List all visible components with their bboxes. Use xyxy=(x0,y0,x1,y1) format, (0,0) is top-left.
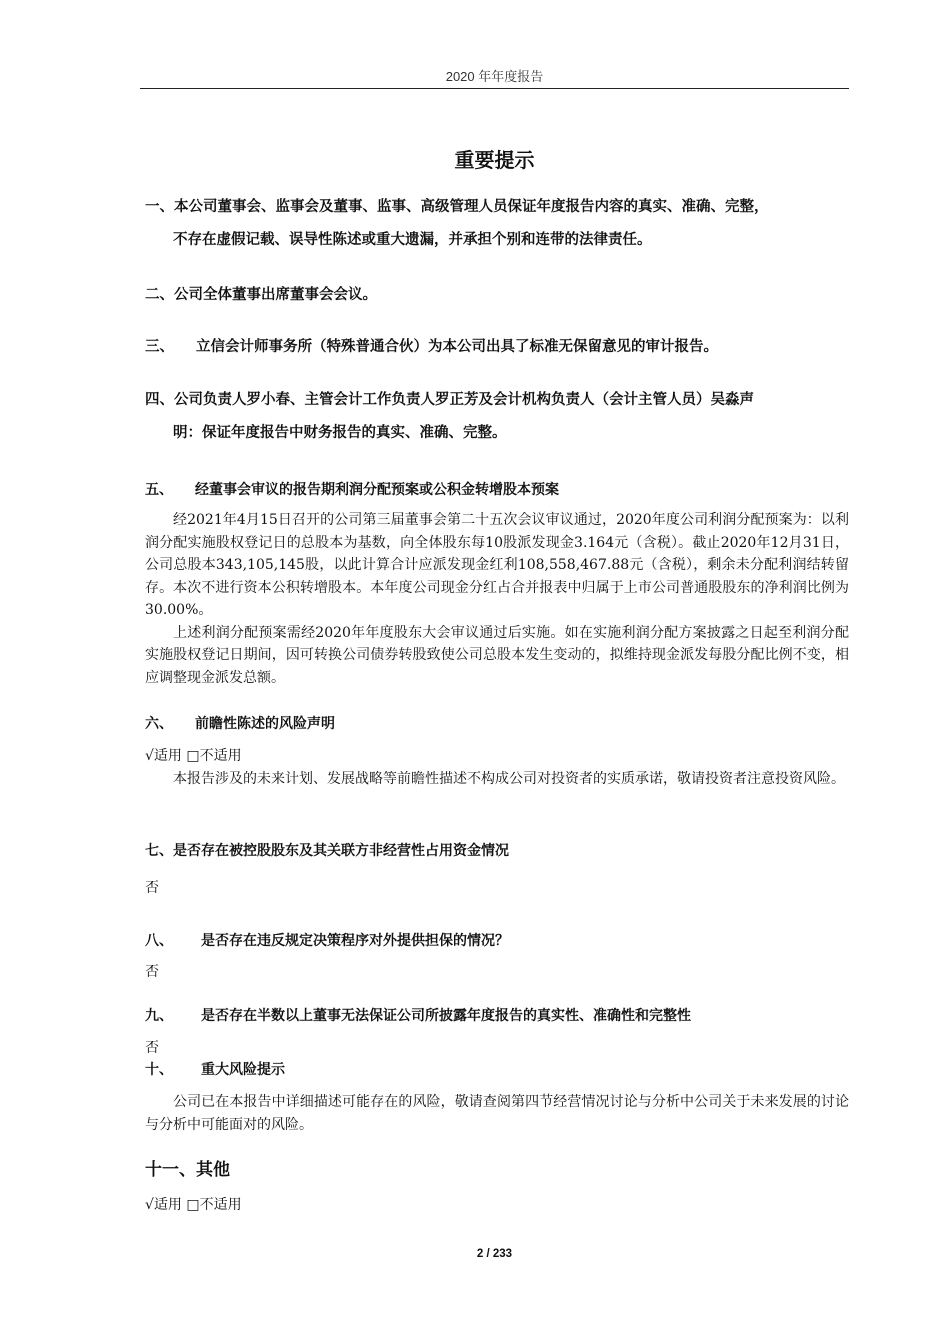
section-10-heading: 重大风险提示 xyxy=(201,1062,285,1078)
page-number: 2 / 233 xyxy=(476,1248,513,1260)
section-9-number: 九、 xyxy=(145,1008,173,1024)
section-5-number: 五、 xyxy=(145,482,173,498)
section-4-number: 四、 xyxy=(145,392,174,408)
section-3 xyxy=(145,331,849,364)
section-4 xyxy=(145,384,849,450)
section-11-applicable: √适用 □不适用 xyxy=(145,1197,242,1213)
header-rule xyxy=(140,88,849,89)
section-7-number: 七、 xyxy=(145,843,173,859)
section-3-text: 立信会计师事务所（特殊普通合伙）为本公司出具了标准无保留意见的审计报告。 xyxy=(196,339,718,355)
section-10-number: 十、 xyxy=(145,1062,173,1078)
section-11 xyxy=(145,1157,849,1217)
page-title: 重要提示 xyxy=(454,148,535,172)
section-8-number: 八、 xyxy=(145,933,173,949)
section-1 xyxy=(145,191,849,257)
section-10 xyxy=(145,1058,849,1136)
section-2-number: 二、 xyxy=(145,287,174,303)
section-8-answer: 否 xyxy=(145,964,159,980)
section-11-heading: 其他 xyxy=(196,1160,230,1180)
section-3-number: 三、 xyxy=(145,339,174,355)
section-1-line2: 不存在虚假记载、误导性陈述或重大遗漏，并承担个别和连带的法律责任。 xyxy=(173,232,652,248)
section-6-applicable: √适用 □不适用 xyxy=(145,748,242,764)
section-8 xyxy=(145,929,849,984)
section-6-number: 六、 xyxy=(145,716,173,732)
section-6-heading: 前瞻性陈述的风险声明 xyxy=(195,716,335,732)
section-6 xyxy=(145,712,849,790)
section-9-heading: 是否存在半数以上董事无法保证公司所披露年度报告的真实性、准确性和完整性 xyxy=(201,1008,691,1024)
section-9 xyxy=(145,1004,849,1060)
section-4-line2: 明：保证年度报告中财务报告的真实、准确、完整。 xyxy=(173,425,507,441)
section-5-paragraph-2: 上述利润分配预案需经2020年年度股东大会审议通过后实施。如在实施利润分配方案披露之日起至利润分配实施股权登记日期间，因可转换公司债券转股致使公司总股本发生变动的，拟维持现金派发每股分配比例不变，相应调整现金派发总额。 xyxy=(145,624,849,686)
section-2-text: 公司全体董事出席董事会会议。 xyxy=(174,287,377,303)
section-7 xyxy=(145,839,849,900)
section-7-answer: 否 xyxy=(145,880,159,896)
section-5-paragraph-1: 经2021年4月15日召开的公司第三届董事会第二十五次会议审议通过，2020年度公司利润分配预案为：以利润分配实施股权登记日的总股本为基数，向全体股东每10股派发现金3.164元（含税）。截止2020年12月31日，公司总股本343,105,145股，以此计算合计应派发现金红利108,558,467.88元（含税），剩余未分配利润结转留存。本次不进行资本公积转增股本。本年度公司现金分红占合并报表中归属于上市公司普通股股东的净利润比例为30.00%。 xyxy=(145,512,849,618)
section-7-heading: 是否存在被控股股东及其关联方非经营性占用资金情况 xyxy=(173,843,509,859)
section-10-paragraph: 公司已在本报告中详细描述可能存在的风险，敬请查阅第四节经营情况讨论与分析中公司关于未来发展的讨论与分析中可能面对的风险。 xyxy=(145,1094,849,1133)
section-6-paragraph: 本报告涉及的未来计划、发展战略等前瞻性描述不构成公司对投资者的实质承诺，敬请投资者注意投资风险。 xyxy=(173,770,845,787)
section-9-answer: 否 xyxy=(145,1040,159,1056)
section-4-line1: 公司负责人罗小春、主管会计工作负责人罗正芳及会计机构负责人（会计主管人员）吴淼声 xyxy=(174,392,754,408)
section-8-heading: 是否存在违反规定决策程序对外提供担保的情况？ xyxy=(201,933,509,949)
section-2 xyxy=(145,279,849,312)
page-header: 2020 年年度报告 xyxy=(445,69,544,84)
section-11-number: 十一、 xyxy=(145,1160,196,1180)
section-5-heading: 经董事会审议的报告期利润分配预案或公积金转增股本预案 xyxy=(195,482,559,498)
section-1-line1: 本公司董事会、监事会及董事、监事、高级管理人员保证年度报告内容的真实、准确、完整， xyxy=(174,199,769,215)
section-1-number: 一、 xyxy=(145,199,174,215)
section-5 xyxy=(145,478,849,689)
